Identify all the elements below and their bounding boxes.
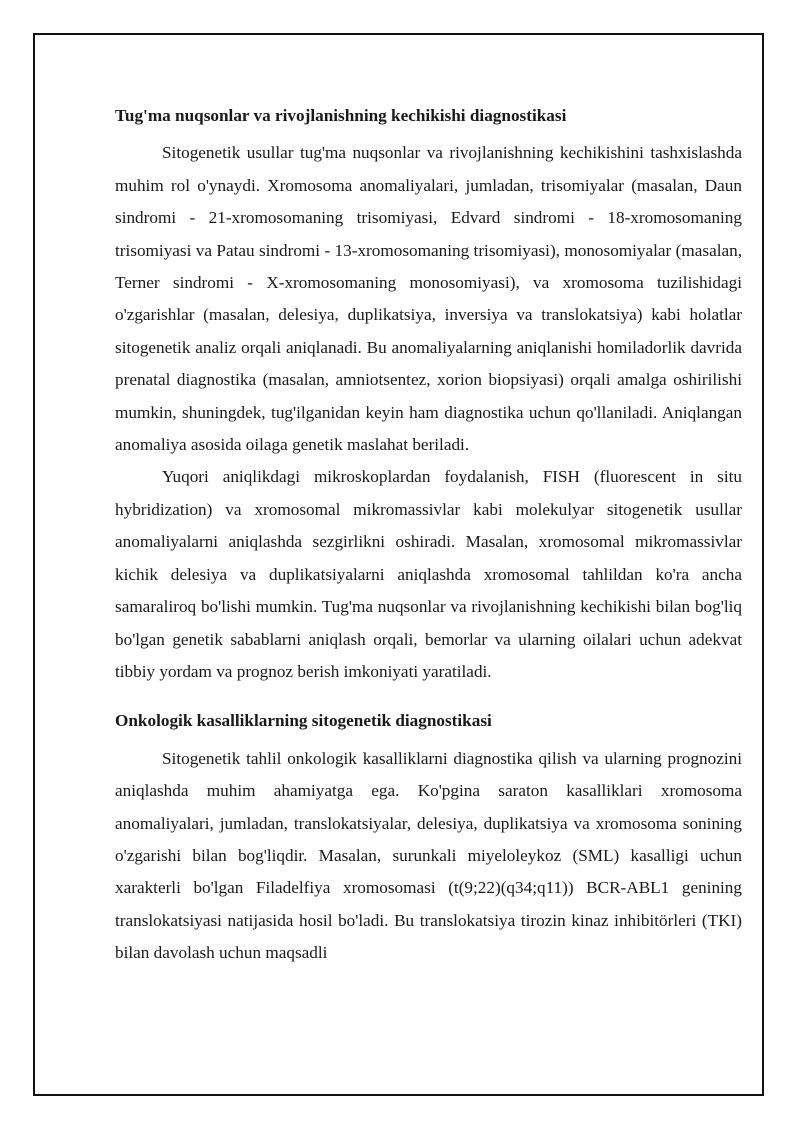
section-heading-congenital: Tug'ma nuqsonlar va rivojlanishning kechikishi diagnostikasi (115, 106, 567, 125)
paragraph-oncology-analysis: Sitogenetik tahlil onkologik kasalliklarni diagnostika qilish va ularning prognozini aniqlashda muhim ahamiyatga ega. Ko'pgina saraton kasalliklari xromosoma anomaliyalari, jumladan, translokatsiyalar, delesiya, duplikatsiya va xromosoma sonining o'zgarishi bilan bog'liqdir. Masalan, surunkali miyeloleykoz (SML) kasalligi uchun xarakterli bo'lgan Filadelfiya xromosomasi (t(9;22)(q34;q11)) BCR-ABL1 genining translokatsiyasi natijasida hosil bo'ladi. Bu translokatsiya tirozin kinaz inhibitörleri (TKI) bilan davolash uchun maqsadli (115, 748, 742, 963)
section-heading-oncology: Onkologik kasalliklarning sitogenetik diagnostikasi (115, 711, 492, 731)
paragraph-molecular-methods: Yuqori aniqlikdagi mikroskoplardan foydalanish, FISH (fluorescent in situ hybridization) va xromosomal mikromassivlar kabi molekulyar sitogenetik usullar anomaliyalarni aniqlashda sezgirlikni oshiradi. Masalan, xromosomal mikromassivlar kichik delesiya va duplikatsiyalarni aniqlashda xromosomal tahlildan ko'ra ancha samaraliroq bo'lishi mumkin. Tug'ma nuqsonlar va rivojlanishning kechikishi bilan bog'liq bo'lgan genetik sabablarni aniqlash orqali, bemorlar va ularning oilalari uchun adekvat tibbiy yordam va prognoz berish imkoniyati yaratiladi. (115, 467, 742, 681)
paragraph-cytogenetic-methods: Sitogenetik usullar tug'ma nuqsonlar va rivojlanishning kechikishini tashxislashda muhim rol o'ynaydi. Xromosoma anomaliyalari, jumladan, trisomiyalar (masalan, Daun sindromi - 21-xromosomaning trisomiyasi, Edvard sindromi - 18-xromosomaning trisomiyasi va Patau sindromi - 13-xromosomaning trisomiyasi), monosomiyalar (masalan, Terner sindromi - X-xromosomaning monosomiyasi), va xromosoma tuzilishidagi o'zgarishlar (masalan, delesiya, duplikatsiya, inversiya va translokatsiya) kabi holatlar sitogenetik analiz orqali aniqlanadi. Bu anomaliyalarning aniqlanishi homiladorlik davrida prenatal diagnostika (masalan, amniotsentez, xorion biopsiyasi) orqali amalga oshirilishi mumkin, shuningdek, tug'ilganidan keyin ham diagnostika uchun qo'llaniladi. Aniqlangan anomaliya asosida oilaga genetik maslahat beriladi. (115, 143, 742, 455)
document-body (115, 100, 742, 970)
